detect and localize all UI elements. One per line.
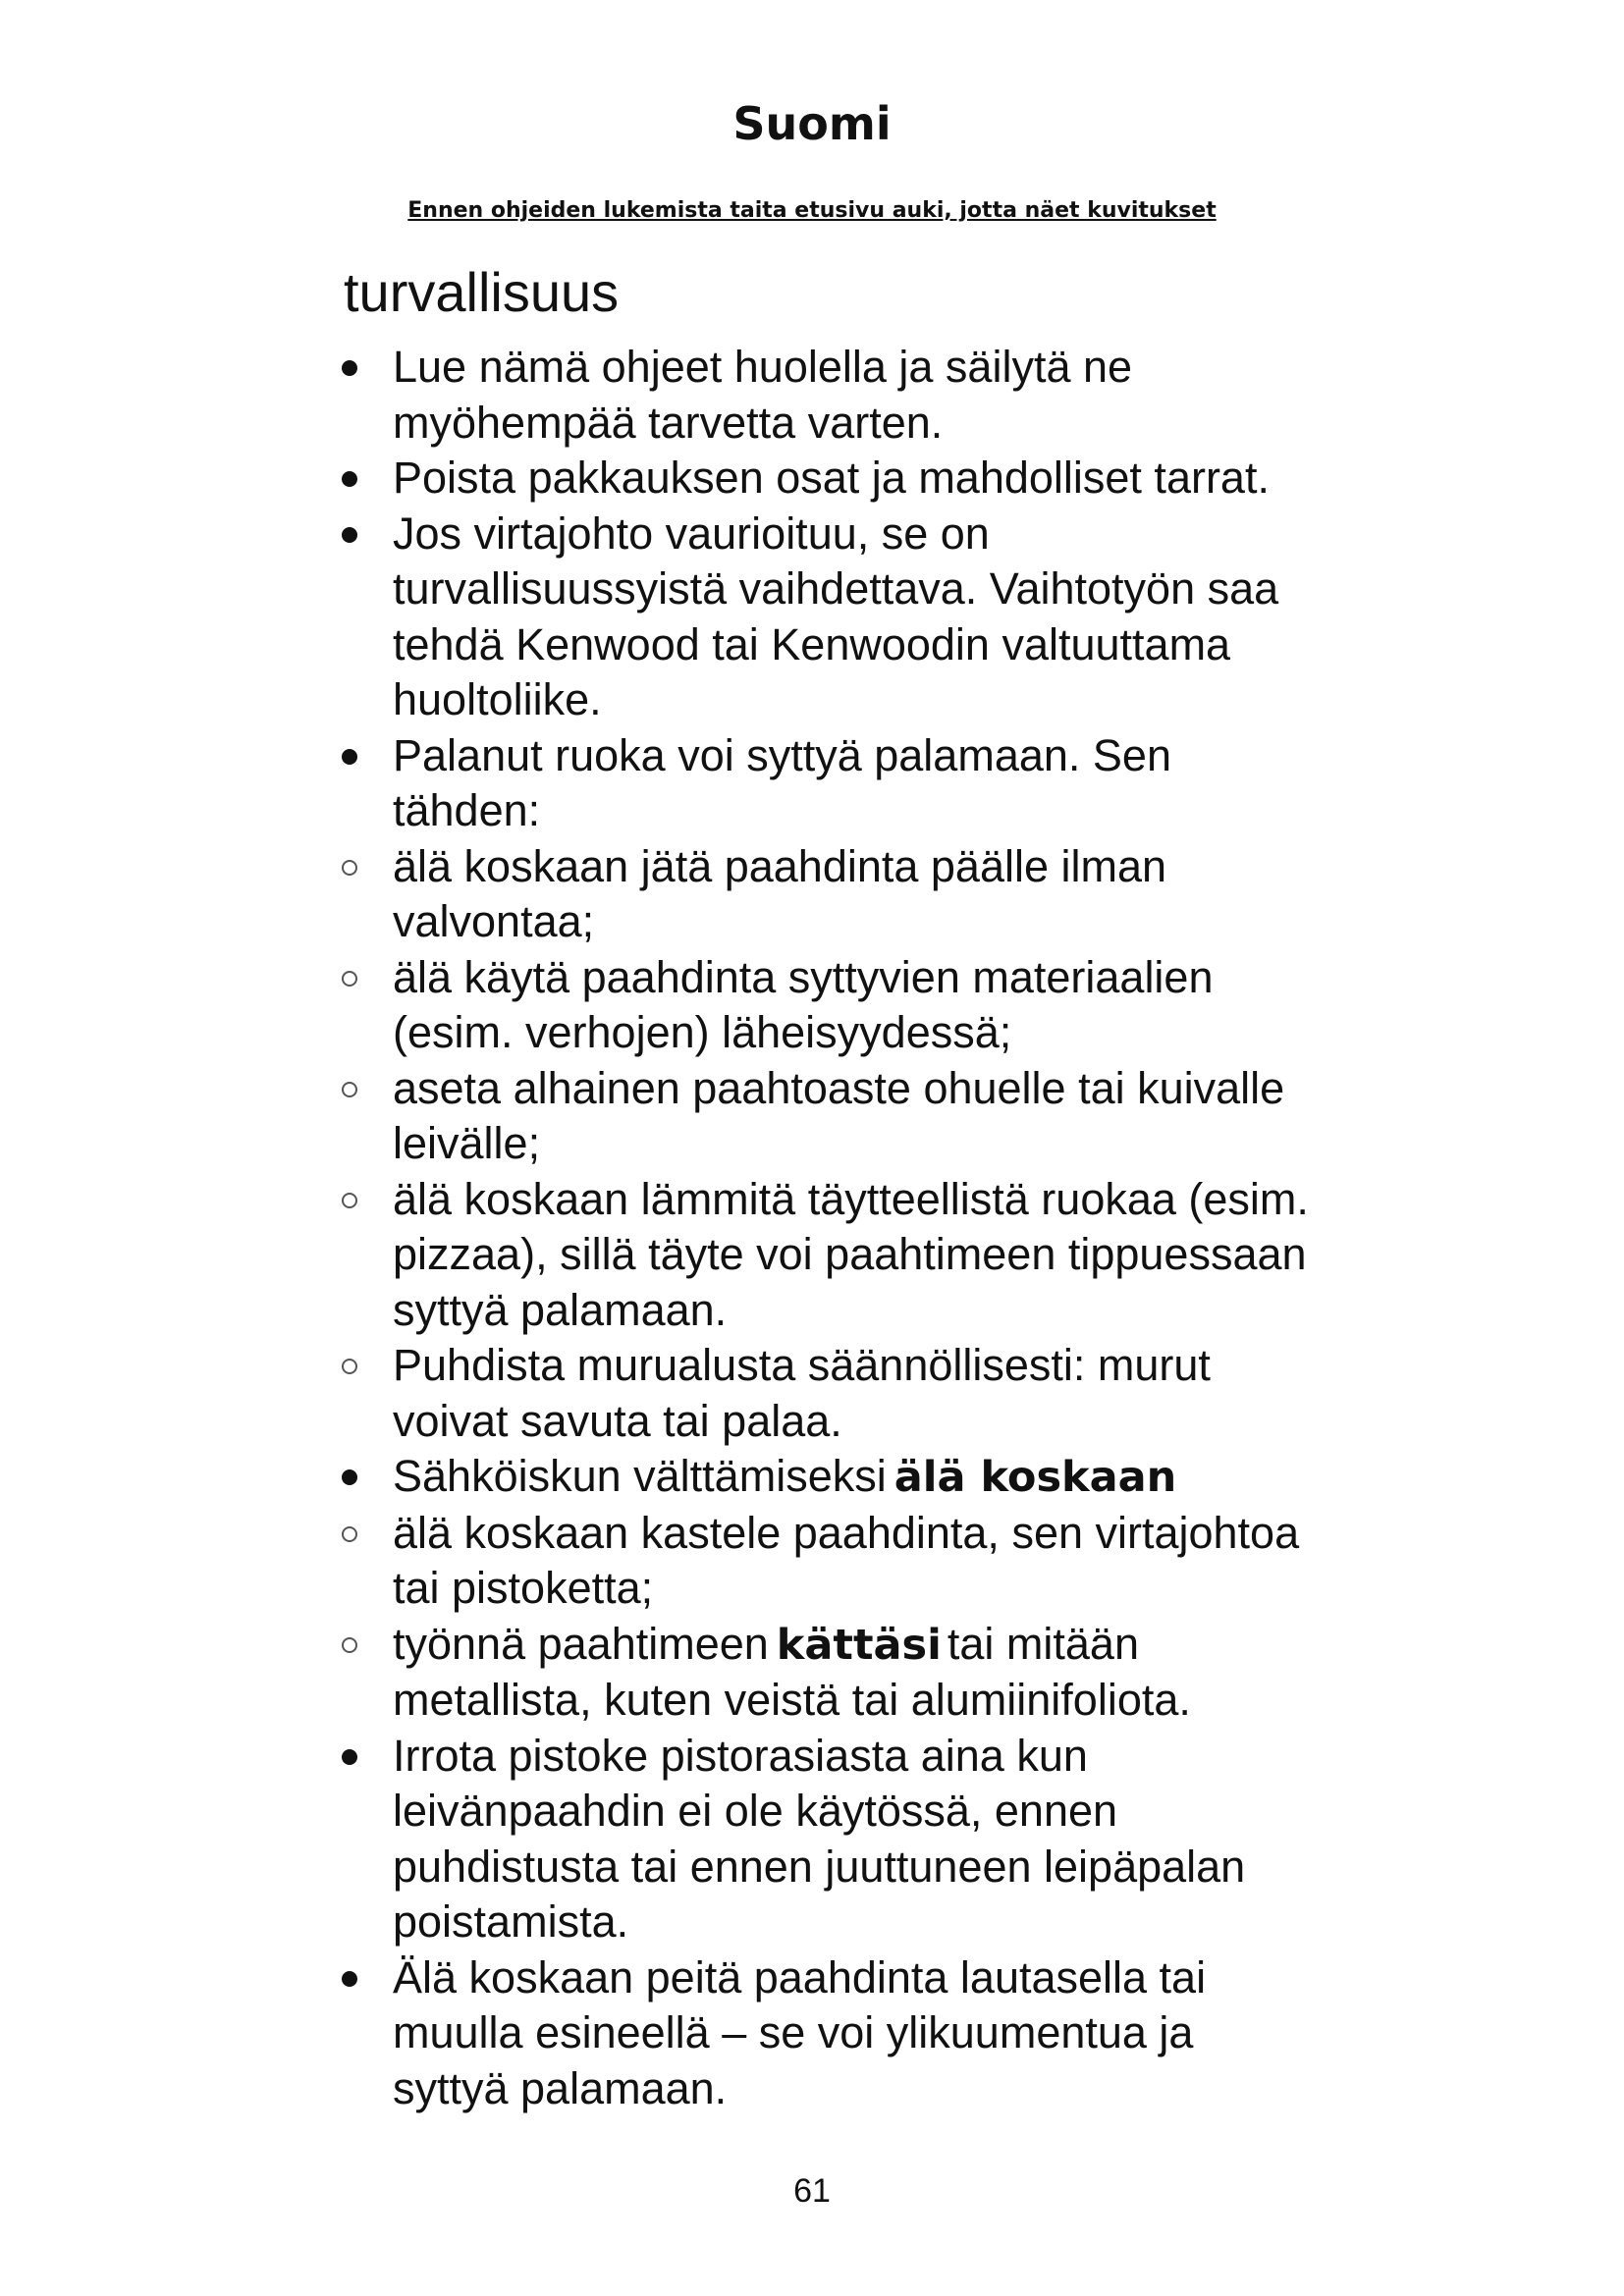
list-item <box>393 1950 1316 2117</box>
bullet-icon <box>342 1749 357 1765</box>
list-item <box>393 1338 1316 1449</box>
language-title: Suomi <box>732 97 892 150</box>
fold-out-note: Ennen ohjeiden lukemista taita etusivu auki, jotta näet kuvitukset <box>407 198 1217 223</box>
item-text: Palanut ruoka voi syttyä palamaan. Sen tähden: <box>393 729 1171 835</box>
bullet-icon <box>342 1971 357 1987</box>
item-text: Poista pakkauksen osat ja mahdolliset tarrat. <box>393 453 1270 503</box>
item-text: Irrota pistoke pistorasiasta aina kun leivänpaahdin ei ole käytössä, ennen puhdistusta tai ennen juuttuneen leipäpalan poistamista. <box>393 1730 1246 1947</box>
safety-list <box>393 340 1316 2116</box>
item-text: Sähköiskun välttämiseksi <box>393 1451 887 1501</box>
page-number: 61 <box>793 2172 831 2210</box>
item-text-continued: tai mitään metallista, kuten veistä tai alumiinifoliota. <box>393 1618 1191 1725</box>
list-item <box>393 950 1316 1061</box>
item-text: älä koskaan lämmitä täytteellistä ruokaa (esim. pizzaa), sillä täyte voi paahtimeen tippuessaan syttyä palamaan. <box>393 1173 1309 1335</box>
item-text: älä käytä paahdinta syttyvien materiaalien (esim. verhojen) läheisyydessä; <box>393 951 1214 1057</box>
item-text: Jos virtajohto vaurioituu, se on turvallisuussyistä vaihdettava. Vaihtotyön saa tehdä Kenwood tai Kenwoodin valtuuttama huoltoliike. <box>393 507 1279 724</box>
bullet-icon <box>342 749 357 765</box>
item-emphasis: kättäsi <box>776 1620 942 1670</box>
list-item <box>393 507 1316 728</box>
item-text: Puhdista murualusta säännöllisesti: murut voivat savuta tai palaa. <box>393 1340 1211 1446</box>
bullet-icon <box>342 527 357 543</box>
list-item <box>393 1729 1316 1950</box>
circle-bullet-icon <box>342 1359 357 1374</box>
list-item <box>393 1506 1316 1617</box>
list-item <box>393 839 1316 950</box>
item-text: Lue nämä ohjeet huolella ja säilytä ne myöhempää tarvetta varten. <box>393 342 1133 448</box>
list-item <box>393 1449 1316 1506</box>
bullet-icon <box>342 360 357 376</box>
item-text: Älä koskaan peitä paahdinta lautasella tai muulla esineellä – se voi ylikuumentua ja syttyä palamaan. <box>393 1951 1207 2113</box>
item-text: älä koskaan kastele paahdinta, sen virtajohtoa tai pistoketta; <box>393 1507 1300 1613</box>
circle-bullet-icon <box>342 1193 357 1208</box>
list-item <box>393 728 1316 839</box>
list-item <box>393 1617 1316 1729</box>
circle-bullet-icon <box>342 860 357 876</box>
item-emphasis: älä koskaan <box>893 1453 1177 1502</box>
list-item <box>393 1061 1316 1172</box>
item-text: aseta alhainen paahtoaste ohuelle tai kuivalle leivälle; <box>393 1062 1285 1168</box>
circle-bullet-icon <box>342 1082 357 1097</box>
circle-bullet-icon <box>342 1526 357 1542</box>
item-text: älä koskaan jätä paahdinta päälle ilman valvontaa; <box>393 840 1167 946</box>
list-item <box>393 1172 1316 1339</box>
list-item <box>393 340 1316 451</box>
circle-bullet-icon <box>342 971 357 987</box>
circle-bullet-icon <box>342 1637 357 1653</box>
list-item <box>393 451 1316 507</box>
bullet-icon <box>342 471 357 487</box>
item-text: työnnä paahtimeen <box>393 1618 769 1669</box>
bullet-icon <box>342 1469 357 1485</box>
section-heading: turvallisuus <box>344 261 620 323</box>
